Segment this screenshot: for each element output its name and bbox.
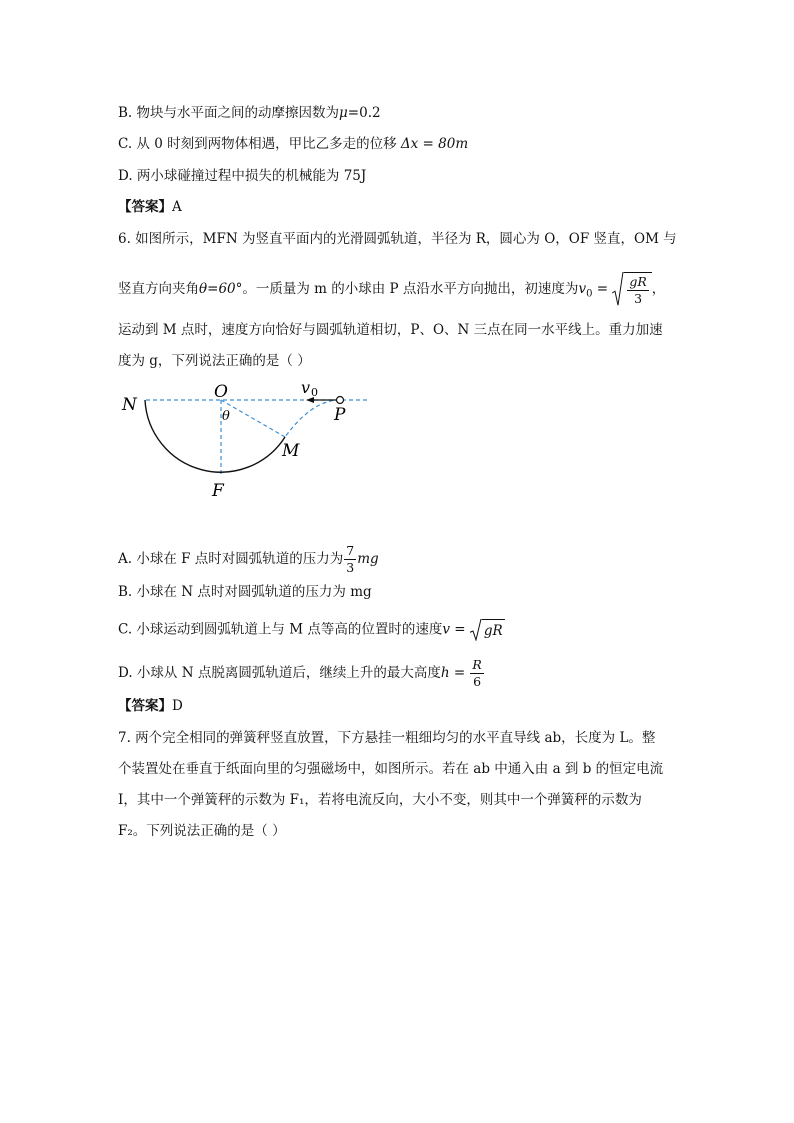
label-p: P xyxy=(334,405,346,425)
q7-stem-line4: F₂。下列说法正确的是（ ） xyxy=(118,823,286,839)
q6-stem-line1: 6. 如图所示，MFN 为竖直平面内的光滑圆弧轨道，半径为 R，圆心为 O，OF 竖直，OM 与 xyxy=(118,231,677,247)
q6-option-a: A. 小球在 F 点时对圆弧轨道的压力为 $\frac{7}{3}$ mg xyxy=(118,543,379,575)
fraction: $\frac{gR}{3}$ xyxy=(629,274,647,306)
q6-option-c: C. 小球运动到圆弧轨道上与 M 点等高的位置时的速度v = gR xyxy=(118,619,505,641)
fraction: $\frac{7}{3}$ xyxy=(346,543,355,575)
q6-stem-line4: 度为 g，下列说法正确的是（ ） xyxy=(118,353,311,369)
q7-stem-line2: 个装置处在垂直于纸面向里的匀强磁场中，如图所示。若在 ab 中通入由 a 到 b 的恒定电流 xyxy=(118,761,664,777)
label-o: O xyxy=(214,382,228,402)
ball-at-p xyxy=(337,397,344,404)
label-m: M xyxy=(282,441,300,461)
arc-track xyxy=(145,400,285,472)
fraction: $\frac{R}{6}$ xyxy=(472,657,482,689)
q7-stem-line3: I，其中一个弹簧秤的示数为 F₁，若将电流反向，大小不变，则其中一个弹簧秤的示数为 xyxy=(118,792,642,808)
sqrt-expression xyxy=(612,272,651,307)
q5-option-b: B. 物块与水平面之间的动摩擦因数为μ=0.2 xyxy=(118,105,381,121)
label-theta: θ xyxy=(222,409,230,424)
q5-option-c: C. 从 0 时刻到两物体相遇，甲比乙多走的位移 Δx = 80m xyxy=(118,136,469,152)
q7-stem-line1: 7. 两个完全相同的弹簧秤竖直放置，下方悬挂一粗细均匀的水平直导线 ab，长度为 L。整 xyxy=(118,730,656,746)
q6-answer: 【答案】D xyxy=(118,698,183,714)
label-v0-subscript: 0 xyxy=(311,386,318,399)
label-n: N xyxy=(122,395,137,415)
q5-answer: 【答案】A xyxy=(118,199,182,215)
q6-stem-line3: 运动到 M 点时，速度方向恰好与圆弧轨道相切，P、O、N 三点在同一水平线上。重力加速 xyxy=(118,322,663,338)
mu-symbol: μ xyxy=(339,105,348,121)
projectile-trajectory xyxy=(285,400,340,437)
label-v0: v xyxy=(301,378,311,397)
label-f: F xyxy=(212,481,224,501)
q5-option-d: D. 两小球碰撞过程中损失的机械能为 75J xyxy=(118,168,367,184)
q6-option-b: B. 小球在 N 点时对圆弧轨道的压力为 mg xyxy=(118,584,372,600)
q6-option-d: D. 小球从 N 点脱离圆弧轨道后，继续上升的最大高度h = $\frac{R}{6}$ xyxy=(118,657,482,689)
radius-dashed-line-om xyxy=(221,400,285,437)
arc-track-diagram xyxy=(120,378,380,503)
q6-stem-line2: 竖直方向夹角θ=60°。一质量为 m 的小球由 P 点沿水平方向抛出，初速度为$v_0$ = $\frac{gR}{3}$ ， xyxy=(118,274,666,306)
sqrt-expression: gR xyxy=(470,619,505,641)
